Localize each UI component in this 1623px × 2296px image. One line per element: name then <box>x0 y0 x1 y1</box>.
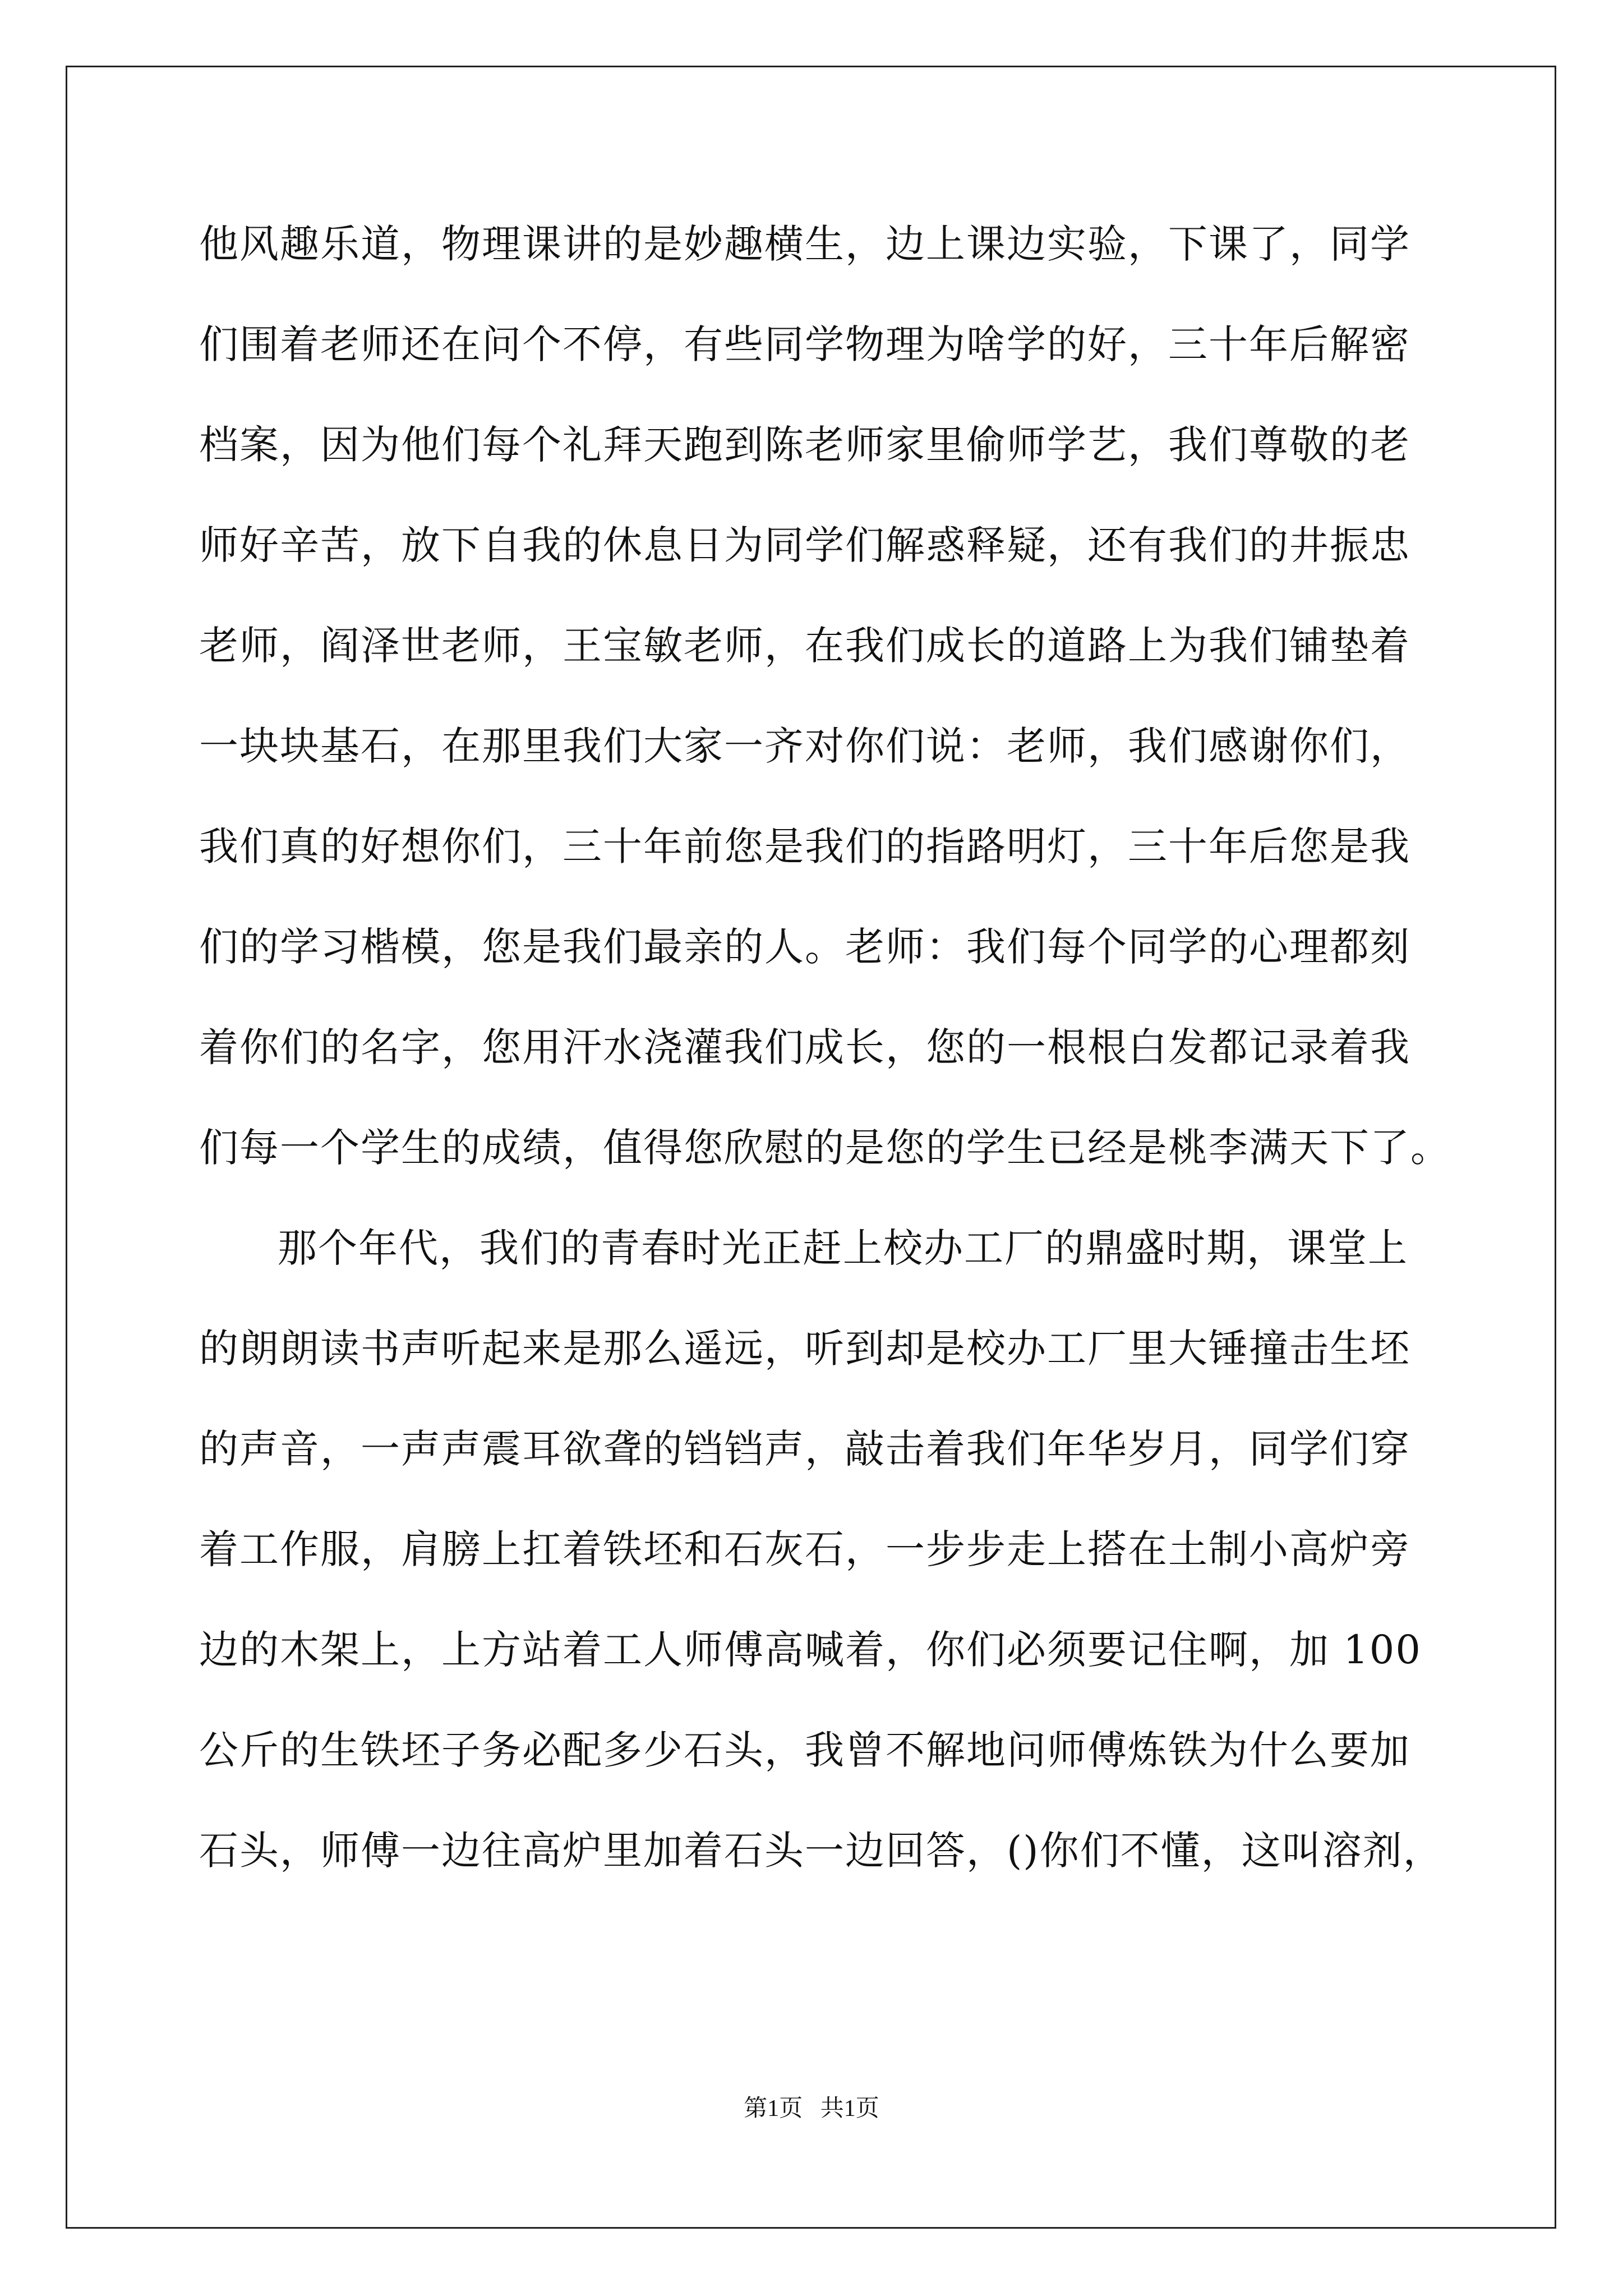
text-line: 着你们的名字，您用汗水浇灌我们成长，您的一根根白发都记录着我 <box>199 1024 1410 1070</box>
page-number: 第1页 <box>744 2096 803 2122</box>
text-line: 们围着老师还在问个不停，有些同学物理为啥学的好，三十年后解密 <box>199 321 1410 367</box>
page-footer <box>0 2090 1623 2123</box>
text-line: 的声音，一声声震耳欲聋的铛铛声，敲击着我们年华岁月，同学们穿 <box>199 1426 1410 1472</box>
text-line: 他风趣乐道，物理课讲的是妙趣横生，边上课边实验，下课了，同学 <box>199 221 1410 267</box>
text-line: 我们真的好想你们，三十年前您是我们的指路明灯，三十年后您是我 <box>199 823 1410 869</box>
paragraph-first-line: 那个年代，我们的青春时光正赶上校办工厂的鼎盛时期，课堂上 <box>278 1225 1408 1271</box>
text-line: 边的木架上，上方站着工人师傅高喊着，你们必须要记住啊，加 100 <box>199 1627 1422 1673</box>
text-line: 们的学习楷模，您是我们最亲的人。老师：我们每个同学的心理都刻 <box>199 924 1410 970</box>
text-line: 老师，阎泽世老师，王宝敏老师，在我们成长的道路上为我们铺垫着 <box>199 623 1410 669</box>
page-total: 共1页 <box>820 2096 879 2122</box>
document-body <box>199 216 1451 1923</box>
text-line: 着工作服，肩膀上扛着铁坯和石灰石，一步步走上搭在土制小高炉旁 <box>199 1526 1410 1572</box>
text-line: 们每一个学生的成绩，值得您欣慰的是您的学生已经是桃李满天下了。 <box>199 1125 1451 1171</box>
text-line: 师好辛苦，放下自我的休息日为同学们解惑释疑，还有我们的井振忠 <box>199 522 1410 568</box>
text-line: 一块块基石，在那里我们大家一齐对你们说：老师，我们感谢你们， <box>199 723 1410 769</box>
text-line: 公斤的生铁坯子务必配多少石头，我曾不解地问师傅炼铁为什么要加 <box>199 1727 1410 1773</box>
text-line: 的朗朗读书声听起来是那么遥远，听到却是校办工厂里大锤撞击生坯 <box>199 1326 1410 1372</box>
text-line: 档案，因为他们每个礼拜天跑到陈老师家里偷师学艺，我们尊敬的老 <box>199 422 1410 468</box>
text-line: 石头，师傅一边往高炉里加着石头一边回答，()你们不懂，这叫溶剂， <box>199 1828 1444 1874</box>
